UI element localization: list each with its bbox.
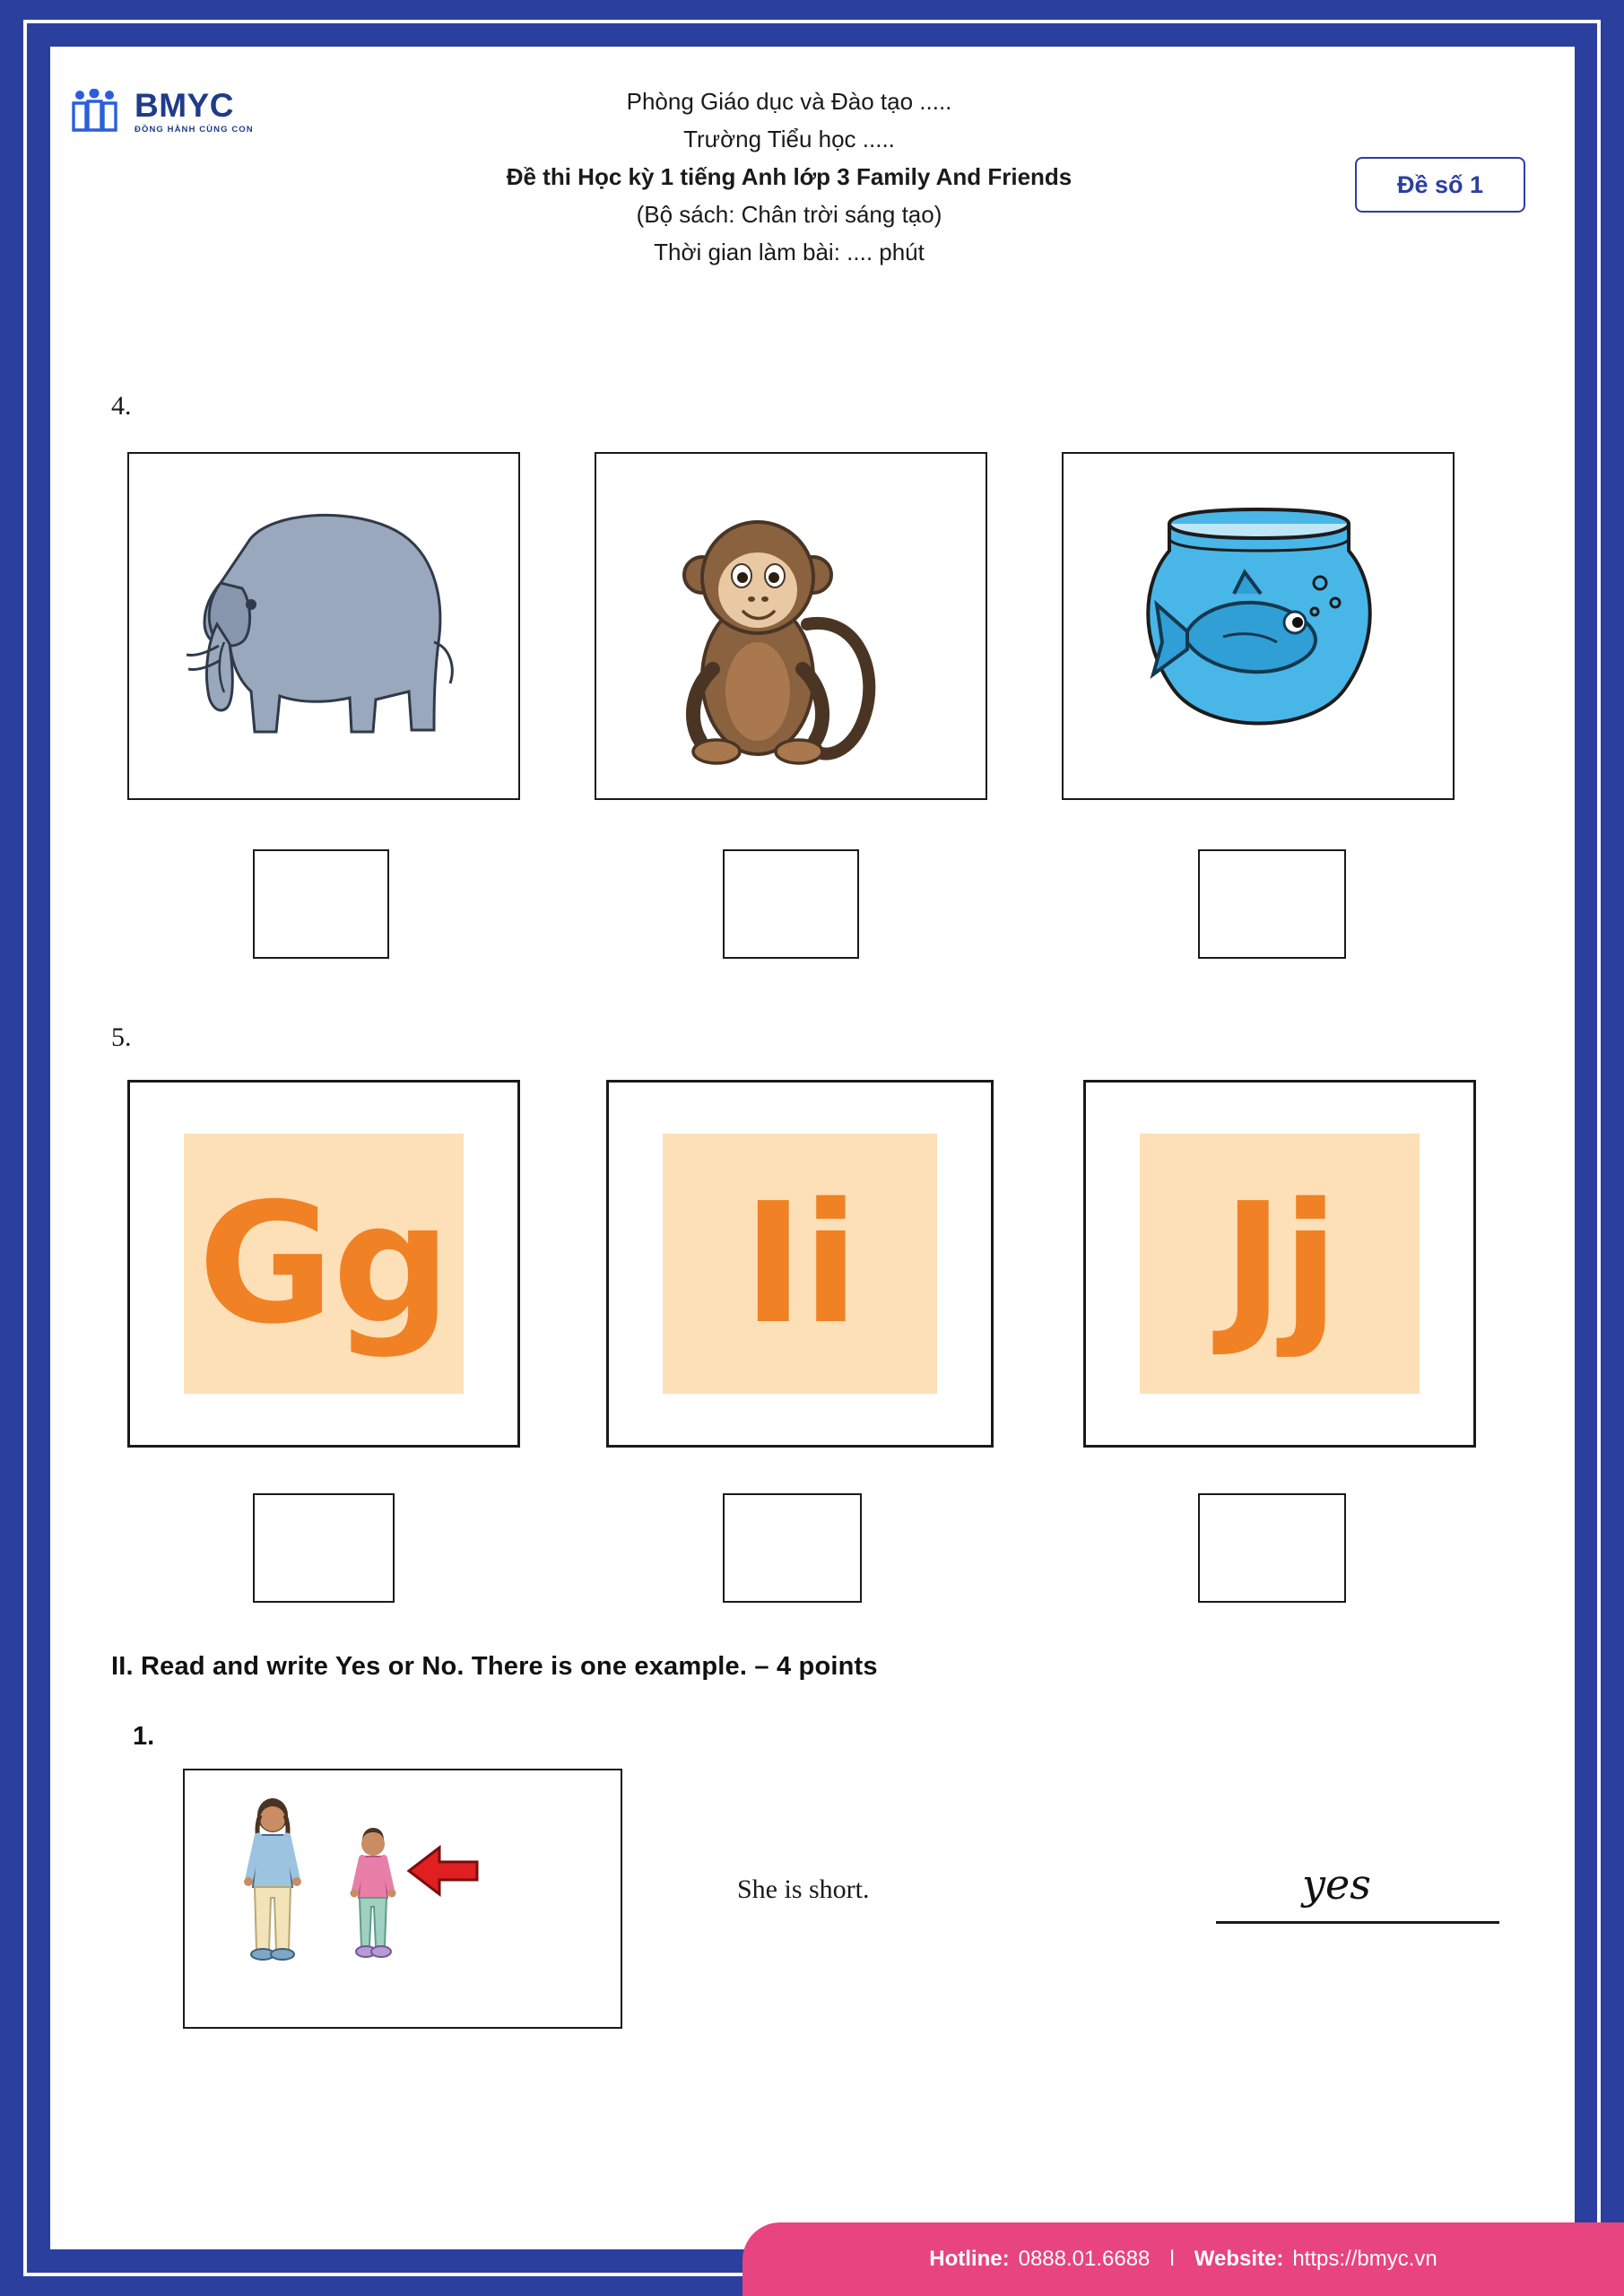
header-line-exam-title: Đề thi Học kỳ 1 tiếng Anh lớp 3 Family And Friends — [506, 163, 1073, 190]
letter-card-fill-1 — [184, 1134, 463, 1395]
section-2-answer-line[interactable] — [1216, 1921, 1499, 1924]
footer-contact-bar — [743, 2222, 1624, 2296]
letter-glyph-jj: Jj — [1221, 1166, 1338, 1361]
letter-glyph-ii: Ii — [742, 1166, 858, 1361]
section-2-answer-value: yes — [1302, 1860, 1371, 1909]
q4-image-box-1 — [127, 452, 520, 800]
header-line-department: Phòng Giáo dục và Đào tạo ..... — [626, 88, 952, 115]
elephant-illustration — [129, 454, 520, 800]
q4-answer-box-1[interactable] — [253, 849, 389, 959]
footer-website-label: Website: — [1194, 2247, 1284, 2271]
fish-bowl-illustration — [1064, 454, 1455, 800]
header-line-duration: Thời gian làm bài: .... phút — [654, 239, 925, 265]
footer-hotline-label: Hotline: — [929, 2247, 1010, 2271]
letter-card-fill-2 — [663, 1134, 938, 1395]
q4-answer-box-3[interactable] — [1198, 849, 1346, 959]
q5-answer-box-3[interactable] — [1198, 1493, 1346, 1603]
letter-glyph-gg: Gg — [197, 1166, 450, 1361]
exam-code-badge: Đề số 1 — [1355, 157, 1525, 213]
footer-website-value[interactable]: https://bmyc.vn — [1292, 2247, 1437, 2271]
footer-hotline-value: 0888.01.6688 — [1018, 2247, 1151, 2271]
worksheet-sheet — [50, 47, 1575, 2249]
header-line-school: Trường Tiểu học ..... — [683, 126, 895, 152]
two-people-illustration — [185, 1770, 622, 2029]
section-2-item-number: 1. — [133, 1722, 155, 1751]
q5-letter-card-2 — [606, 1080, 994, 1448]
section-2-image-box — [183, 1769, 622, 2029]
q5-answer-box-2[interactable] — [723, 1493, 862, 1603]
section-2-heading: II. Read and write Yes or No. There is one example. – 4 points — [111, 1652, 878, 1681]
logo-subtitle: ĐỒNG HÀNH CÙNG CON — [135, 124, 254, 135]
q4-image-box-2 — [595, 452, 987, 800]
question-5-number: 5. — [111, 1022, 132, 1052]
q5-answer-box-1[interactable] — [253, 1493, 395, 1603]
bmyc-logo-icon — [70, 89, 126, 134]
footer-separator: l — [1169, 2247, 1175, 2271]
q5-letter-card-3 — [1083, 1080, 1476, 1448]
question-4-number: 4. — [111, 391, 132, 421]
exam-header — [341, 88, 1238, 276]
q5-letter-card-1 — [127, 1080, 520, 1448]
bmyc-logo — [70, 79, 294, 144]
monkey-illustration — [596, 454, 987, 800]
logo-title: BMYC — [135, 86, 234, 124]
letter-card-fill-3 — [1140, 1134, 1419, 1395]
q4-image-box-3 — [1062, 452, 1455, 800]
section-2-sentence: She is short. — [737, 1874, 870, 1904]
q4-answer-box-2[interactable] — [723, 849, 859, 959]
header-line-book-series: (Bộ sách: Chân trời sáng tạo) — [636, 201, 942, 228]
red-arrow-icon — [409, 1848, 477, 1894]
